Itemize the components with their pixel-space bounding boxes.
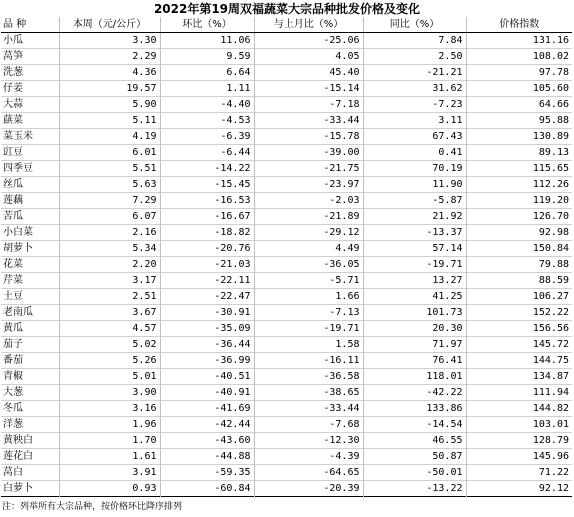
cell-week-on-week: -40.51 (160, 369, 254, 385)
cell-week-on-week: -30.91 (160, 305, 254, 321)
cell-this-week-price: 3.30 (59, 33, 160, 49)
cell-year-on-year: 101.73 (363, 305, 466, 321)
cell-price-index: 95.88 (538, 115, 569, 126)
cell-year-on-year: -21.21 (363, 65, 466, 81)
table-row (1, 465, 572, 481)
cell-year-on-year: 21.92 (363, 209, 466, 225)
cell-week-on-week: -6.39 (160, 129, 254, 145)
cell-price-index: 92.98 (538, 227, 569, 238)
cell-year-on-year: -7.23 (363, 97, 466, 113)
cell-this-week-price: 2.16 (59, 225, 160, 241)
cell-price-index: 88.59 (538, 275, 569, 286)
table-row (1, 225, 572, 241)
cell-this-week-price: 1.70 (59, 433, 160, 449)
cell-this-week-price: 5.63 (59, 177, 160, 193)
cell-month-on-month: -23.97 (254, 177, 363, 193)
table-row (1, 49, 572, 65)
cell-week-on-week: -40.91 (160, 385, 254, 401)
cell-this-week-price: 5.01 (59, 369, 160, 385)
cell-variety: 胡萝卜 (1, 241, 59, 257)
cell-price-index: 106.27 (532, 291, 569, 302)
cell-month-on-month: -4.39 (254, 449, 363, 465)
table-row (1, 129, 572, 145)
cell-month-on-month: -33.44 (254, 113, 363, 129)
header-year-on-year: 同比（%） (363, 17, 466, 33)
cell-this-week-price: 3.91 (59, 465, 160, 481)
cell-month-on-month: -12.30 (254, 433, 363, 449)
header-month-on-month: 与上月比（%） (254, 17, 363, 33)
cell-this-week-price: 0.93 (59, 481, 160, 497)
cell-price-index: 115.65 (532, 163, 569, 174)
cell-this-week-price: 6.07 (59, 209, 160, 225)
cell-this-week-price: 3.67 (59, 305, 160, 321)
table-row (1, 353, 572, 369)
cell-price-index: 131.16 (532, 35, 569, 46)
cell-week-on-week: -6.44 (160, 145, 254, 161)
table-row (1, 449, 572, 465)
cell-this-week-price: 19.57 (59, 81, 160, 97)
cell-year-on-year: 71.97 (363, 337, 466, 353)
cell-week-on-week: -4.40 (160, 97, 254, 113)
cell-price-index: 144.75 (532, 355, 569, 366)
cell-variety: 洋葱 (1, 417, 59, 433)
cell-variety: 土豆 (1, 289, 59, 305)
table-header (1, 17, 572, 33)
table-row (1, 97, 572, 113)
cell-week-on-week: -16.67 (160, 209, 254, 225)
cell-this-week-price: 5.26 (59, 353, 160, 369)
cell-year-on-year: 118.01 (363, 369, 466, 385)
table-row (1, 321, 572, 337)
cell-this-week-price: 3.16 (59, 401, 160, 417)
cell-price-index: 128.79 (532, 435, 569, 446)
cell-year-on-year: -13.37 (363, 225, 466, 241)
cell-month-on-month: -29.12 (254, 225, 363, 241)
table-body (1, 33, 572, 497)
header-week-on-week: 环比（%） (160, 17, 254, 33)
cell-year-on-year: 133.86 (363, 401, 466, 417)
cell-variety: 蕻菜 (1, 113, 59, 129)
cell-price-index: 144.82 (532, 403, 569, 414)
cell-year-on-year: -19.71 (363, 257, 466, 273)
cell-month-on-month: -15.78 (254, 129, 363, 145)
cell-month-on-month: -36.05 (254, 257, 363, 273)
cell-year-on-year: 41.25 (363, 289, 466, 305)
table-row (1, 161, 572, 177)
cell-this-week-price: 2.51 (59, 289, 160, 305)
cell-this-week-price: 5.02 (59, 337, 160, 353)
cell-week-on-week: -14.22 (160, 161, 254, 177)
cell-week-on-week: -16.53 (160, 193, 254, 209)
cell-week-on-week: 9.59 (160, 49, 254, 65)
cell-month-on-month: -36.58 (254, 369, 363, 385)
cell-variety: 小瓜 (1, 33, 59, 49)
cell-year-on-year: 50.87 (363, 449, 466, 465)
cell-this-week-price: 4.19 (59, 129, 160, 145)
cell-month-on-month: -39.00 (254, 145, 363, 161)
cell-price-index: 64.66 (538, 99, 569, 110)
cell-variety: 白萝卜 (1, 481, 59, 497)
cell-month-on-month: -21.89 (254, 209, 363, 225)
cell-week-on-week: 1.11 (160, 81, 254, 97)
cell-price-index: 71.22 (538, 467, 569, 478)
cell-year-on-year: -42.22 (363, 385, 466, 401)
cell-week-on-week: -36.99 (160, 353, 254, 369)
table-row (1, 33, 572, 49)
cell-variety: 老南瓜 (1, 305, 59, 321)
table-row (1, 177, 572, 193)
table-row (1, 113, 572, 129)
cell-variety: 豇豆 (1, 145, 59, 161)
table-row (1, 81, 572, 97)
table-row (1, 209, 572, 225)
cell-month-on-month: -2.03 (254, 193, 363, 209)
cell-this-week-price: 6.01 (59, 145, 160, 161)
cell-this-week-price: 5.11 (59, 113, 160, 129)
cell-variety: 黄秧白 (1, 433, 59, 449)
cell-month-on-month: 1.58 (254, 337, 363, 353)
cell-variety: 芹菜 (1, 273, 59, 289)
cell-variety: 冬瓜 (1, 401, 59, 417)
cell-price-index: 156.56 (532, 323, 569, 334)
cell-this-week-price: 4.57 (59, 321, 160, 337)
cell-price-index: 111.94 (532, 387, 569, 398)
cell-this-week-price: 3.17 (59, 273, 160, 289)
cell-price-index: 103.01 (532, 419, 569, 430)
cell-week-on-week: -42.44 (160, 417, 254, 433)
cell-month-on-month: -64.65 (254, 465, 363, 481)
cell-month-on-month: -15.14 (254, 81, 363, 97)
cell-this-week-price: 1.61 (59, 449, 160, 465)
cell-price-index: 152.22 (532, 307, 569, 318)
cell-year-on-year: -14.54 (363, 417, 466, 433)
cell-month-on-month: -38.65 (254, 385, 363, 401)
cell-variety: 莲花白 (1, 449, 59, 465)
cell-month-on-month: -7.18 (254, 97, 363, 113)
cell-week-on-week: 6.64 (160, 65, 254, 81)
cell-variety: 洗葱 (1, 65, 59, 81)
cell-this-week-price: 5.90 (59, 97, 160, 113)
cell-month-on-month: -5.71 (254, 273, 363, 289)
cell-month-on-month: 1.66 (254, 289, 363, 305)
cell-year-on-year: 67.43 (363, 129, 466, 145)
cell-week-on-week: 11.06 (160, 33, 254, 49)
header-row (1, 17, 572, 33)
cell-price-index: 92.12 (538, 483, 569, 494)
table-row (1, 193, 572, 209)
cell-this-week-price: 4.36 (59, 65, 160, 81)
cell-month-on-month: -16.11 (254, 353, 363, 369)
cell-week-on-week: -36.44 (160, 337, 254, 353)
table-row (1, 65, 572, 81)
cell-week-on-week: -59.35 (160, 465, 254, 481)
cell-variety: 莲藕 (1, 193, 59, 209)
cell-price-index: 97.78 (538, 67, 569, 78)
table-row (1, 289, 572, 305)
table-row (1, 417, 572, 433)
cell-year-on-year: -13.22 (363, 481, 466, 497)
cell-price-index: 108.02 (532, 51, 569, 62)
cell-month-on-month: -25.06 (254, 33, 363, 49)
cell-year-on-year: 57.14 (363, 241, 466, 257)
cell-price-index: 119.20 (532, 195, 569, 206)
header-price-index: 价格指数 (466, 17, 572, 33)
cell-variety: 仔姜 (1, 81, 59, 97)
cell-month-on-month: -19.71 (254, 321, 363, 337)
cell-variety: 菜玉米 (1, 129, 59, 145)
cell-variety: 茄子 (1, 337, 59, 353)
cell-year-on-year: -50.01 (363, 465, 466, 481)
cell-price-index: 112.26 (532, 179, 569, 190)
cell-year-on-year: 2.50 (363, 49, 466, 65)
cell-variety: 莴笋 (1, 49, 59, 65)
cell-year-on-year: 20.30 (363, 321, 466, 337)
page-title: 2022年第19周双福蔬菜大宗品种批发价格及变化 (153, 2, 421, 16)
table-row (1, 433, 572, 449)
cell-week-on-week: -4.53 (160, 113, 254, 129)
cell-variety: 丝瓜 (1, 177, 59, 193)
cell-month-on-month: -20.39 (254, 481, 363, 497)
cell-this-week-price: 2.29 (59, 49, 160, 65)
cell-week-on-week: -41.69 (160, 401, 254, 417)
cell-price-index: 89.13 (538, 147, 569, 158)
cell-week-on-week: -15.45 (160, 177, 254, 193)
cell-week-on-week: -35.09 (160, 321, 254, 337)
cell-week-on-week: -18.82 (160, 225, 254, 241)
cell-variety: 苦瓜 (1, 209, 59, 225)
cell-variety: 番茄 (1, 353, 59, 369)
cell-week-on-week: -60.84 (160, 481, 254, 497)
header-variety: 品 种 (1, 17, 59, 33)
cell-month-on-month: -33.44 (254, 401, 363, 417)
cell-week-on-week: -22.47 (160, 289, 254, 305)
price-table (1, 17, 572, 497)
cell-price-index: 145.96 (532, 451, 569, 462)
cell-year-on-year: 3.11 (363, 113, 466, 129)
cell-variety: 青椒 (1, 369, 59, 385)
cell-month-on-month: 4.05 (254, 49, 363, 65)
table-row (1, 481, 572, 497)
cell-variety: 大葱 (1, 385, 59, 401)
cell-month-on-month: -7.68 (254, 417, 363, 433)
table-row (1, 369, 572, 385)
table-row (1, 241, 572, 257)
footnote: 注：列举所有大宗品种，按价格环比降序排列 (2, 502, 183, 512)
cell-year-on-year: -5.87 (363, 193, 466, 209)
cell-year-on-year: 11.90 (363, 177, 466, 193)
cell-year-on-year: 13.27 (363, 273, 466, 289)
table-row (1, 337, 572, 353)
cell-week-on-week: -44.88 (160, 449, 254, 465)
cell-price-index: 130.89 (532, 131, 569, 142)
cell-month-on-month: -7.13 (254, 305, 363, 321)
cell-month-on-month: 45.40 (254, 65, 363, 81)
cell-this-week-price: 3.90 (59, 385, 160, 401)
table-row (1, 401, 572, 417)
cell-price-index: 126.70 (532, 211, 569, 222)
cell-week-on-week: -43.60 (160, 433, 254, 449)
cell-this-week-price: 7.29 (59, 193, 160, 209)
cell-year-on-year: 46.55 (363, 433, 466, 449)
cell-price-index: 79.88 (538, 259, 569, 270)
table-row (1, 305, 572, 321)
cell-this-week-price: 2.20 (59, 257, 160, 273)
table-row (1, 385, 572, 401)
cell-year-on-year: 76.41 (363, 353, 466, 369)
table-row (1, 257, 572, 273)
cell-year-on-year: 7.84 (363, 33, 466, 49)
cell-year-on-year: 70.19 (363, 161, 466, 177)
cell-month-on-month: 4.49 (254, 241, 363, 257)
cell-variety: 四季豆 (1, 161, 59, 177)
cell-variety: 黄瓜 (1, 321, 59, 337)
cell-variety: 莴白 (1, 465, 59, 481)
cell-price-index: 145.72 (532, 339, 569, 350)
cell-variety: 小白菜 (1, 225, 59, 241)
cell-this-week-price: 1.96 (59, 417, 160, 433)
table-row (1, 273, 572, 289)
cell-variety: 花菜 (1, 257, 59, 273)
cell-year-on-year: 0.41 (363, 145, 466, 161)
cell-year-on-year: 31.62 (363, 81, 466, 97)
cell-week-on-week: -21.03 (160, 257, 254, 273)
header-this-week: 本周（元/公斤） (59, 17, 160, 33)
cell-week-on-week: -22.11 (160, 273, 254, 289)
cell-this-week-price: 5.51 (59, 161, 160, 177)
cell-month-on-month: -21.75 (254, 161, 363, 177)
cell-variety: 大蒜 (1, 97, 59, 113)
cell-price-index: 150.84 (532, 243, 569, 254)
cell-week-on-week: -20.76 (160, 241, 254, 257)
cell-price-index: 134.87 (532, 371, 569, 382)
table-row (1, 145, 572, 161)
cell-this-week-price: 5.34 (59, 241, 160, 257)
cell-price-index: 105.60 (532, 83, 569, 94)
